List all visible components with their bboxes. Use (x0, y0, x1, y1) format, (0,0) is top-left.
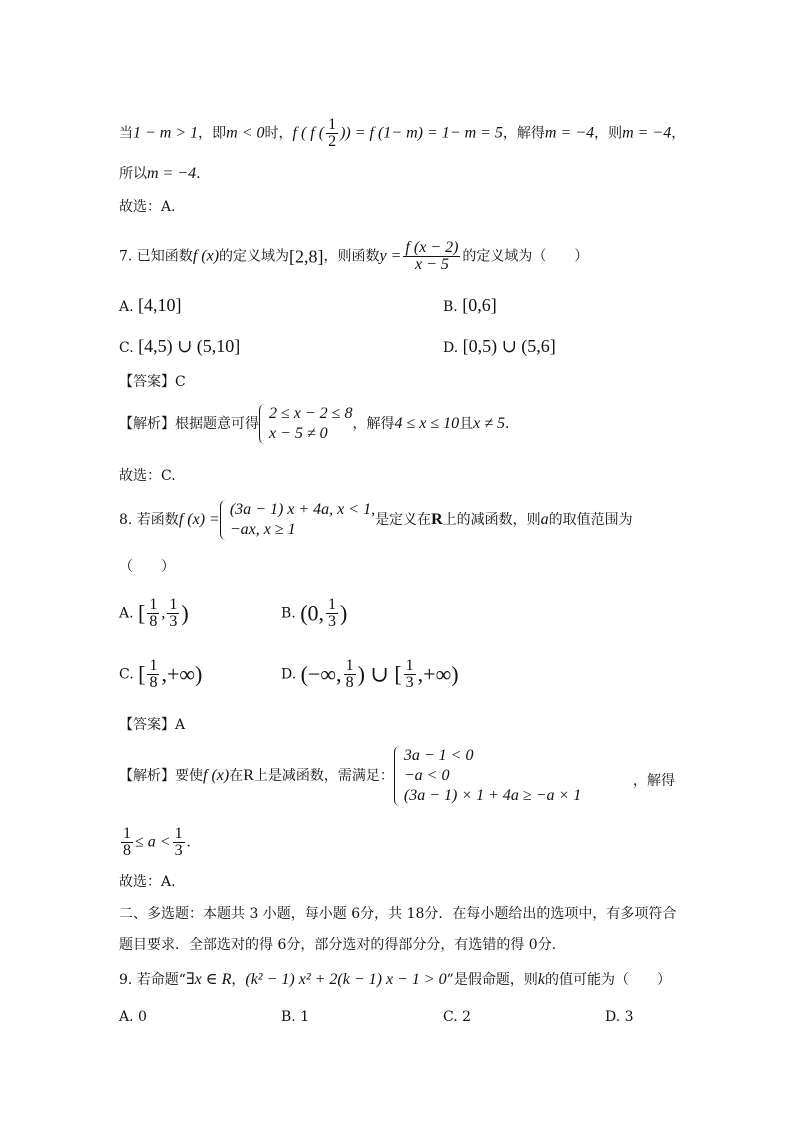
math-exists: ∃x ∈ R (185, 971, 232, 988)
option-value: [4,10] (138, 295, 182, 315)
q8-text-range: 的取值范围为 (548, 512, 633, 528)
brace-icon (259, 404, 267, 444)
piecewise-row: (3a − 1) x + 4a, x < 1, (229, 501, 376, 518)
math-excluded: x ≠ 5 (473, 415, 506, 432)
math-result-1: m = −4 (544, 124, 595, 142)
fraction-numerator: 1 (328, 596, 337, 613)
text-on: 在 (229, 768, 244, 784)
fraction (147, 597, 159, 630)
math-ff: f ( f ( (292, 124, 325, 142)
math-inequality: ≤ a < (135, 833, 171, 851)
analysis-label: 【解析】根据题意可得 (119, 416, 259, 432)
option-value: [0,6] (462, 295, 497, 315)
q8-inequality-system (394, 746, 581, 806)
fraction-half (326, 117, 338, 150)
fraction (121, 826, 133, 859)
fraction-numerator: 1 (149, 657, 158, 674)
system-row: (3a − 1) × 1 + 4a ≥ −a × 1 (403, 787, 582, 804)
math-fx: f (x) = (178, 511, 220, 528)
q8-text-defined-on: 是定义在 (375, 512, 432, 528)
text-then: ，则 (594, 125, 623, 142)
fraction-denominator: x − 5 (414, 256, 449, 273)
q9-text-false: ”是假命题，则 (446, 972, 538, 988)
math-fx: f (x) (203, 767, 230, 784)
q7-text-question: 的定义域为（ ） (462, 248, 589, 265)
fraction-numerator: 1 (149, 596, 158, 613)
bracket-left: (−∞, (300, 661, 342, 687)
q8-piecewise (220, 500, 375, 540)
section-2-line-1: 二、多选题：本题共 3 小题，每小题 6分，共 18分．在每小题给出的选项中，有多项符合 (119, 906, 677, 922)
text-period: ． (196, 166, 211, 182)
fraction-numerator: 1 (345, 657, 354, 674)
q7-option-a[interactable] (119, 295, 182, 316)
q7-text-domain: 的定义域为 (219, 248, 290, 265)
fraction-denominator: 3 (405, 674, 414, 691)
math-expression: (k² − 1) x² + 2(k − 1) x − 1 > 0 (245, 971, 447, 988)
fraction-f-over-x (403, 240, 460, 273)
math-k: k (537, 971, 545, 988)
question-8-stem (119, 500, 633, 540)
math-m-lt-0: m < 0 (226, 124, 265, 142)
q8-answer: 【答案】A (119, 717, 186, 733)
text-solve: ，解得 (352, 416, 395, 432)
bracket-left: [ (138, 600, 146, 626)
fraction-denominator: 8 (345, 674, 354, 691)
fraction-numerator: 1 (123, 825, 131, 842)
math-range: 4 ≤ x ≤ 10 (394, 415, 460, 432)
brace-icon (394, 746, 402, 806)
q8-text-decreasing: 上的减函数，则 (442, 512, 541, 528)
system-row: 2 ≤ x − 2 ≤ 8 (269, 405, 353, 422)
fraction (173, 826, 185, 859)
math-y: y = (379, 247, 402, 265)
line-conclusion (119, 165, 210, 183)
bracket-right: ,+∞) (417, 661, 459, 687)
fraction-denominator: 2 (328, 133, 337, 150)
fraction (326, 597, 338, 630)
text-period: ． (505, 416, 520, 432)
math-equation: )) = f (1− m) = 1− m = 5 (340, 124, 503, 142)
fraction-numerator: 1 (169, 596, 178, 613)
fraction (344, 658, 356, 691)
fraction-numerator: 1 (328, 116, 337, 133)
q8-choose: 故选：A. (119, 874, 176, 890)
q7-number: 7. 已知函数 (119, 248, 193, 265)
fraction-denominator: 8 (149, 674, 158, 691)
option-label: D. (443, 340, 459, 356)
piecewise-row: −ax, x ≥ 1 (229, 521, 296, 538)
q9-number: 9. 若命题“ (119, 972, 186, 988)
q9-option-a[interactable]: A. 0 (119, 1009, 147, 1025)
fraction-numerator: 1 (174, 825, 183, 842)
bracket-left: (0, (300, 600, 325, 626)
line-case-1-m-gt-1 (119, 117, 685, 150)
q7-option-b[interactable] (443, 295, 497, 316)
q9-text-question: 的值可能为（ ） (544, 972, 671, 988)
line-choose-a: 故选：A. (119, 199, 176, 215)
math-a: a (540, 511, 549, 528)
text-condition: 上是减函数，需满足： (253, 768, 394, 784)
option-label: A. (119, 605, 134, 622)
system-row: x − 5 ≠ 0 (269, 425, 328, 442)
option-label: A. (119, 299, 134, 315)
brace-icon (220, 500, 228, 540)
option-label: B. (443, 299, 458, 315)
text-solve: ，解得 (633, 773, 675, 789)
math-final-m: m = −4 (147, 165, 197, 182)
bracket-right: ) (181, 600, 189, 626)
bracket-left: [ (138, 661, 146, 687)
text-ie: ，即 (198, 125, 227, 142)
math-domain: [2,8] (289, 246, 324, 267)
option-label: C. (119, 666, 134, 683)
q8-option-c[interactable] (119, 658, 202, 691)
q8-option-d[interactable] (281, 658, 459, 691)
math-fx: f (x) (192, 247, 220, 265)
fraction (167, 597, 179, 630)
text-comma: ， (231, 972, 246, 988)
option-label: C. (119, 340, 134, 356)
q9-option-b[interactable]: B. 1 (281, 1009, 310, 1025)
fraction-numerator: 1 (405, 657, 414, 674)
q8-option-b[interactable] (281, 597, 347, 630)
text-time: 时， (264, 125, 293, 142)
fraction-denominator: 3 (174, 842, 183, 859)
q7-choose: 故选：C. (119, 468, 176, 484)
question-9-stem (119, 971, 671, 989)
math-condition: 1 − m > 1 (133, 124, 199, 142)
text-so: 所以 (119, 166, 147, 182)
math-result-2: m = −4 (622, 124, 672, 142)
q7-analysis (119, 404, 519, 444)
fraction-denominator: 3 (169, 613, 178, 630)
q8-number: 8. 若函数 (119, 512, 179, 528)
fraction (404, 658, 416, 691)
option-value: [4,5) ∪ (5,10] (138, 336, 241, 356)
q8-option-a[interactable] (119, 597, 189, 630)
q9-option-c[interactable]: C. 2 (443, 1009, 472, 1025)
text-when: 当 (119, 125, 133, 142)
text-and: 且 (459, 416, 474, 432)
q8-paren: （ ） (119, 559, 175, 575)
analysis-label: 【解析】要使 (119, 768, 203, 784)
question-7-stem (119, 240, 588, 273)
fraction-denominator: 3 (328, 613, 337, 630)
section-2-line-2: 题目要求．全部选对的得 6分，部分选对的得部分分，有选错的得 0分． (119, 937, 566, 953)
q7-answer: 【答案】C (119, 374, 186, 390)
system-row: 3a − 1 < 0 (403, 747, 474, 764)
fraction-denominator: 8 (123, 842, 131, 859)
system-row: −a < 0 (403, 767, 450, 784)
fraction-denominator: 8 (149, 613, 158, 630)
q7-option-d[interactable] (443, 336, 556, 357)
option-label: D. (281, 666, 297, 683)
bracket-right: ) (340, 600, 348, 626)
union: ) ∪ [ (357, 661, 402, 687)
option-label: B. (281, 605, 296, 622)
comma: , (161, 604, 166, 622)
option-value: [0,5) ∪ (5,6] (462, 336, 556, 356)
q8-result (119, 826, 191, 859)
math-reals: R (431, 511, 443, 528)
q9-option-d[interactable]: D. 3 (605, 1009, 634, 1025)
text-solve: ，解得 (502, 125, 545, 142)
text-comma: ， (671, 125, 686, 142)
q7-text-then-fn: ，则函数 (323, 248, 380, 265)
q7-option-c[interactable] (119, 336, 240, 357)
text-period: . (186, 833, 191, 851)
q8-analysis (119, 746, 675, 806)
fraction-numerator: f (x − 2) (405, 239, 459, 256)
math-reals: R (243, 767, 254, 784)
fraction (147, 658, 159, 691)
bracket-right: ,+∞) (161, 661, 203, 687)
q7-inequality-system (259, 404, 352, 444)
